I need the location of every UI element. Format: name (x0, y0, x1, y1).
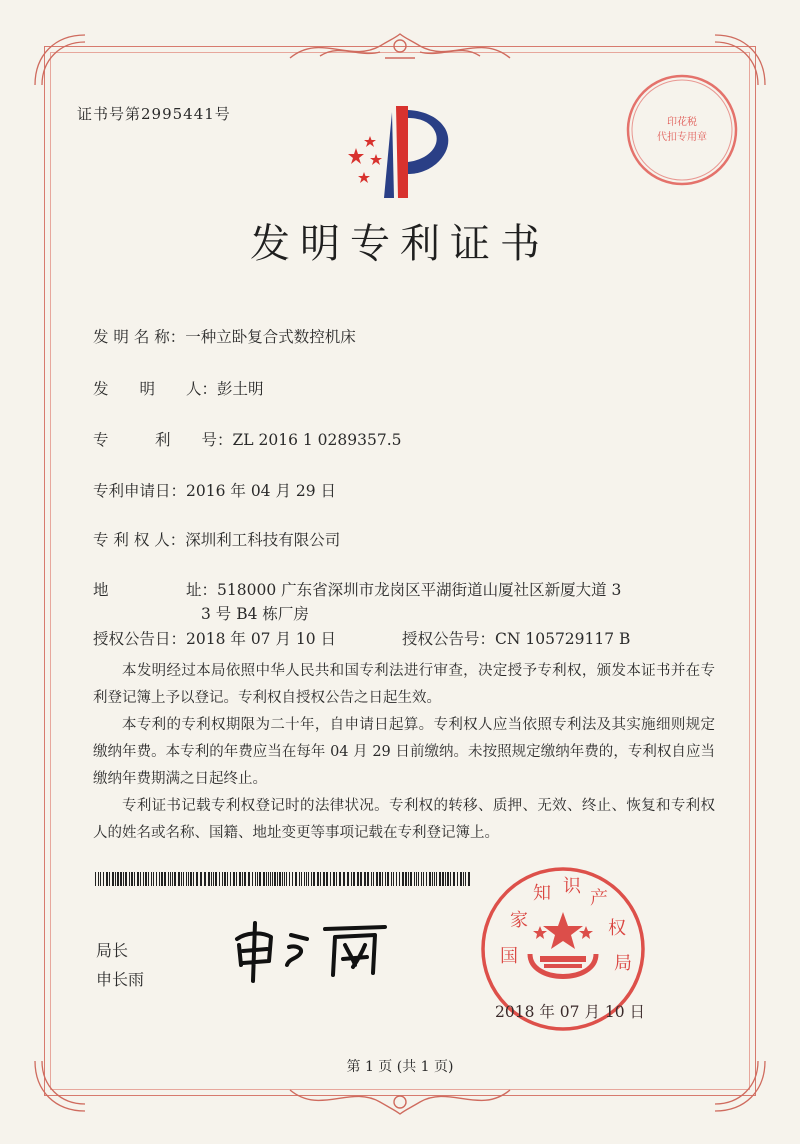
top-ornament (280, 28, 520, 68)
tax-stamp-seal (622, 70, 742, 190)
barcode (95, 872, 475, 886)
certificate-body (93, 658, 715, 847)
address-value-line1: 518000 广东省深圳市龙岗区平湖街道山厦社区新厦大道 3 (217, 581, 622, 599)
body-paragraph-2: 本专利的专利权期限为二十年，自申请日起算。专利权人应当依照专利法及其实施细则规定缴纳年费。本专利的年费应当在每年 04 月 29 日前缴纳。未按照规定缴纳年费的，专利权自应当缴纳年费期满之日起终止。 (93, 717, 715, 787)
address-row (93, 578, 621, 600)
patent-number-row (93, 428, 402, 450)
svg-text:知: 知 (533, 883, 551, 904)
filing-date-value: 2016 年 04 月 29 日 (186, 482, 337, 500)
patentee-row (93, 528, 340, 550)
svg-text:局: 局 (614, 953, 632, 974)
patent-number-value: ZL 2016 1 0289357.5 (232, 431, 402, 449)
inventor-value: 彭土明 (217, 380, 264, 398)
corner-ornament-top-left (30, 30, 90, 90)
svg-text:印花税: 印花税 (667, 117, 697, 128)
svg-text:代扣专用章: 代扣专用章 (657, 132, 707, 143)
director-signature (225, 915, 405, 985)
patent-office-logo-icon (336, 102, 466, 202)
address-value-line2: 3 号 B4 栋厂房 (201, 605, 309, 623)
svg-text:国: 国 (500, 946, 518, 967)
grant-number-value: CN 105729117 B (495, 630, 631, 648)
grant-date-value: 2018 年 07 月 10 日 (186, 630, 337, 648)
filing-date-label: 专利申请日： (93, 482, 187, 500)
bottom-ornament (280, 1080, 520, 1120)
grant-number-row (402, 627, 630, 649)
certificate-title: 发明专利证书 (250, 221, 550, 267)
inventor-label: 发 明 人： (93, 380, 218, 398)
invention-name-value: 一种立卧复合式数控机床 (185, 328, 356, 346)
address-label: 地 址： (93, 581, 218, 599)
invention-name-row (93, 325, 356, 347)
grant-date-row (93, 627, 336, 649)
patentee-label: 专 利 权 人： (93, 531, 186, 549)
filing-date-row (93, 479, 336, 501)
grant-number-label: 授权公告号： (402, 630, 496, 648)
director-name: 申长雨 (96, 970, 145, 989)
svg-text:识: 识 (563, 876, 581, 897)
address-line2-row (201, 602, 309, 624)
seal-date: 2018 年 07 月 10 日 (495, 1003, 646, 1021)
svg-text:权: 权 (608, 918, 626, 939)
svg-text:家: 家 (510, 910, 528, 931)
patent-number-label: 专 利 号： (93, 431, 233, 449)
svg-text:产: 产 (590, 888, 608, 909)
grant-date-label: 授权公告日： (93, 630, 187, 648)
patentee-value: 深圳利工科技有限公司 (185, 531, 341, 549)
inventor-row (93, 377, 264, 399)
body-paragraph-1: 本发明经过本局依照中华人民共和国专利法进行审查，决定授予专利权，颁发本证书并在专利登记簿上予以登记。专利权自授权公告之日起生效。 (93, 663, 715, 706)
page-number: 第 1 页 (共 1 页) (346, 1059, 454, 1075)
invention-name-label: 发 明 名 称： (93, 328, 186, 346)
body-paragraph-3: 专利证书记载专利权登记时的法律状况。专利权的转移、质押、无效、终止、恢复和专利权人的姓名或名称、国籍、地址变更等事项记载在专利登记簿上。 (93, 798, 715, 841)
director-title: 局长 (96, 941, 129, 960)
certificate-number: 证书号第2995441号 (77, 105, 231, 123)
